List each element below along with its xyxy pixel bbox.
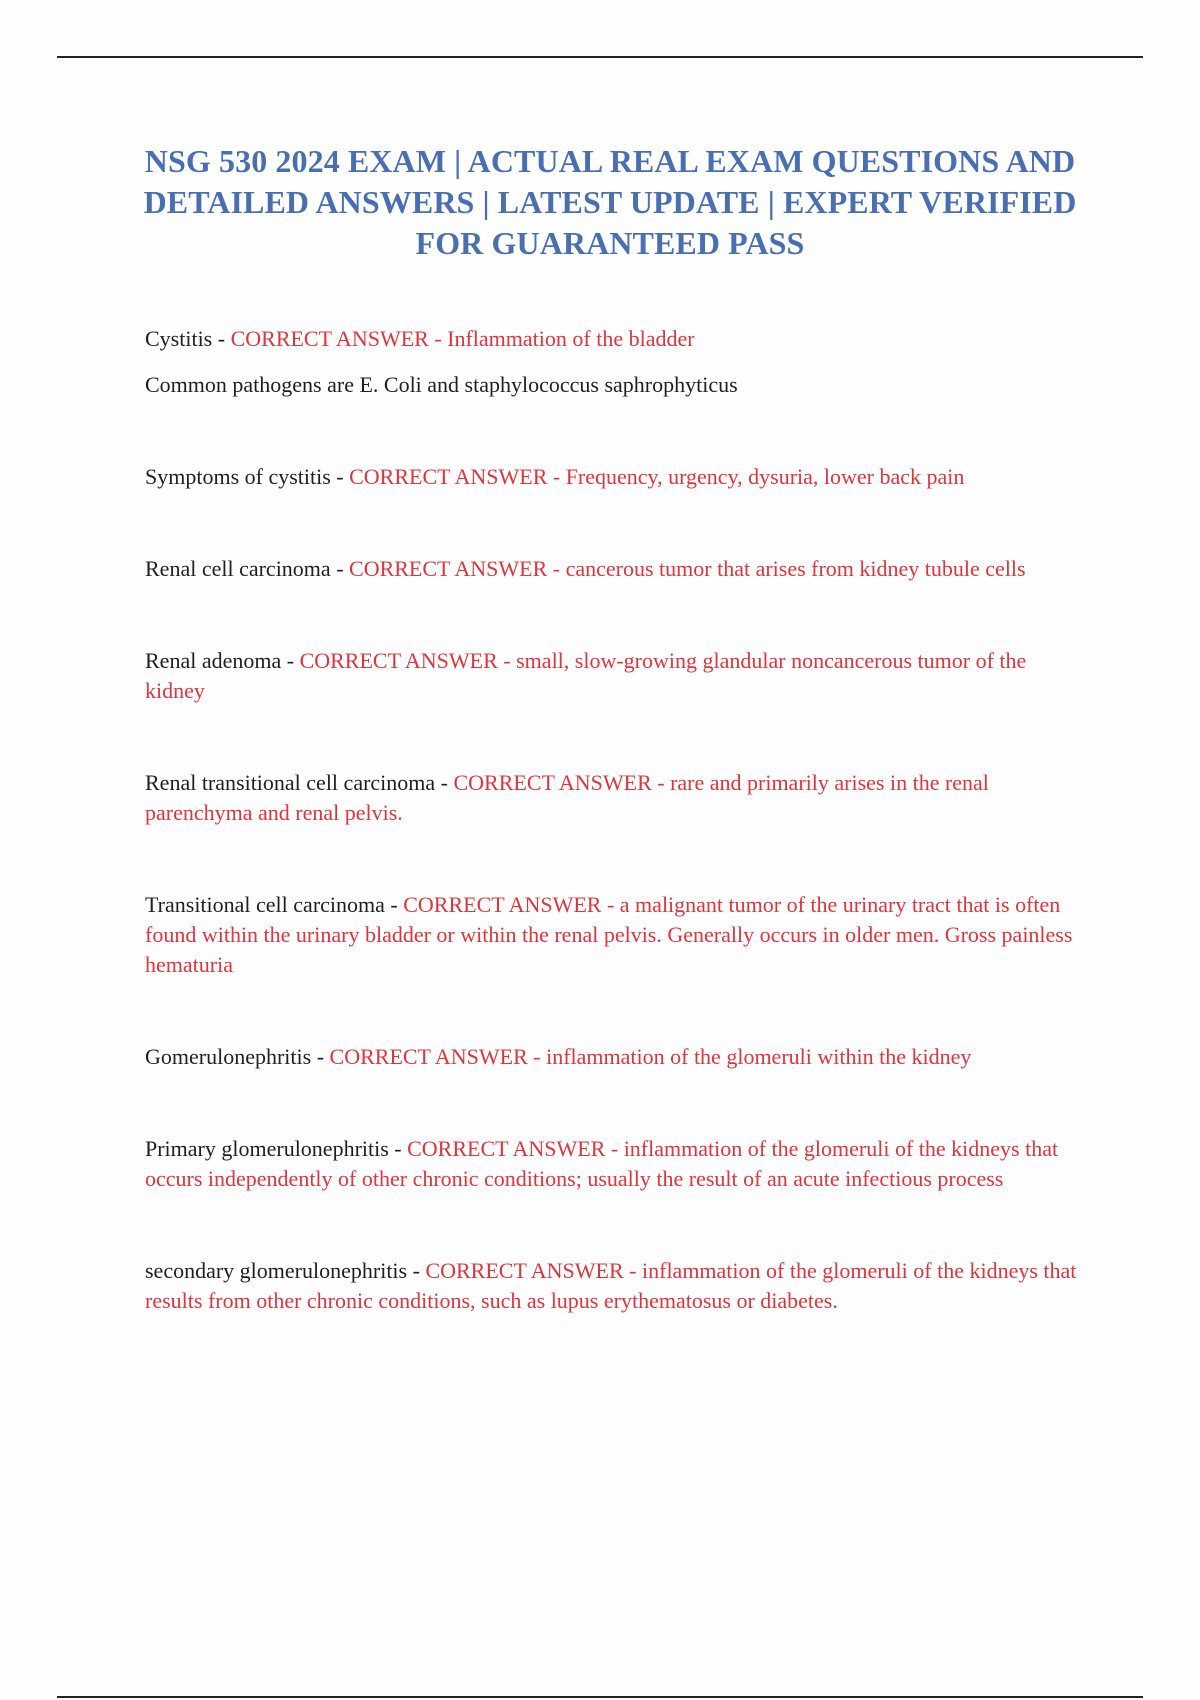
entry-separator: - [212, 326, 231, 351]
entry-separator: - [384, 892, 404, 917]
entry-separator: - [435, 770, 454, 795]
entry-term: Symptoms of cystitis [145, 464, 331, 489]
qa-entry-renal-adenoma [145, 646, 1085, 706]
qa-entry-symptoms-of-cystitis [145, 462, 1085, 492]
entry-answer: CORRECT ANSWER - cancerous tumor that arises from kidney tubule cells [349, 556, 1026, 581]
entry-term: secondary glomerulonephritis [145, 1258, 408, 1283]
bottom-rule [57, 1696, 1143, 1698]
page-title: NSG 530 2024 EXAM | ACTUAL REAL EXAM QUESTIONS AND DETAILED ANSWERS | LATEST UPDATE | EXPERT VERIFIED FOR GUARANTEED PASS [143, 143, 1077, 261]
entry-answer: CORRECT ANSWER - inflammation of the glomeruli of the kidneys that results from other chronic conditions, such as lupus erythematosus or diabetes. [145, 1258, 1077, 1313]
entry-separator: - [330, 464, 350, 489]
entry-separator: - [407, 1258, 426, 1283]
entry-term: Transitional cell carcinoma [145, 892, 385, 917]
entry-term: Primary glomerulonephritis [145, 1136, 389, 1161]
top-rule [57, 56, 1143, 58]
entry-answer: CORRECT ANSWER - a malignant tumor of the urinary tract that is often found within the urinary bladder or within the renal pelvis. Generally occurs in older men. Gross painless hematuria [145, 892, 1073, 977]
entry-separator: - [281, 648, 300, 673]
qa-entry-cystitis [145, 324, 1085, 354]
entry-separator: - [330, 556, 350, 581]
qa-entry-transitional-cell-carcinoma [145, 890, 1085, 980]
entry-term: Renal adenoma [145, 648, 282, 673]
qa-entry-secondary-glomerulonephritis [145, 1256, 1085, 1316]
qa-entry-gomerulonephritis [145, 1042, 1085, 1072]
qa-entry-primary-glomerulonephritis [145, 1134, 1085, 1194]
entry-separator: - [388, 1136, 408, 1161]
qa-list [145, 324, 1085, 1316]
qa-entry-renal-transitional-cell-carcinoma [145, 768, 1085, 828]
entry-note: Common pathogens are E. Coli and staphylococcus saphrophyticus [145, 372, 738, 397]
entry-answer: CORRECT ANSWER - rare and primarily arises in the renal parenchyma and renal pelvis. [145, 770, 989, 825]
entry-term: Cystitis [145, 326, 213, 351]
entry-answer: CORRECT ANSWER - inflammation of the glomeruli within the kidney [329, 1044, 972, 1069]
entry-answer: CORRECT ANSWER - Frequency, urgency, dysuria, lower back pain [349, 464, 965, 489]
qa-entry-renal-cell-carcinoma [145, 554, 1085, 584]
entry-term: Renal cell carcinoma [145, 556, 331, 581]
entry-answer: CORRECT ANSWER - small, slow-growing glandular noncancerous tumor of the kidney [145, 648, 1027, 703]
entry-answer: CORRECT ANSWER - Inflammation of the bladder [230, 326, 695, 351]
entry-term: Gomerulonephritis [145, 1044, 312, 1069]
entry-answer: CORRECT ANSWER - inflammation of the glomeruli of the kidneys that occurs independently of other chronic conditions; usually the result of an acute infectious process [145, 1136, 1059, 1191]
entry-separator: - [311, 1044, 330, 1069]
entry-term: Renal transitional cell carcinoma [145, 770, 436, 795]
